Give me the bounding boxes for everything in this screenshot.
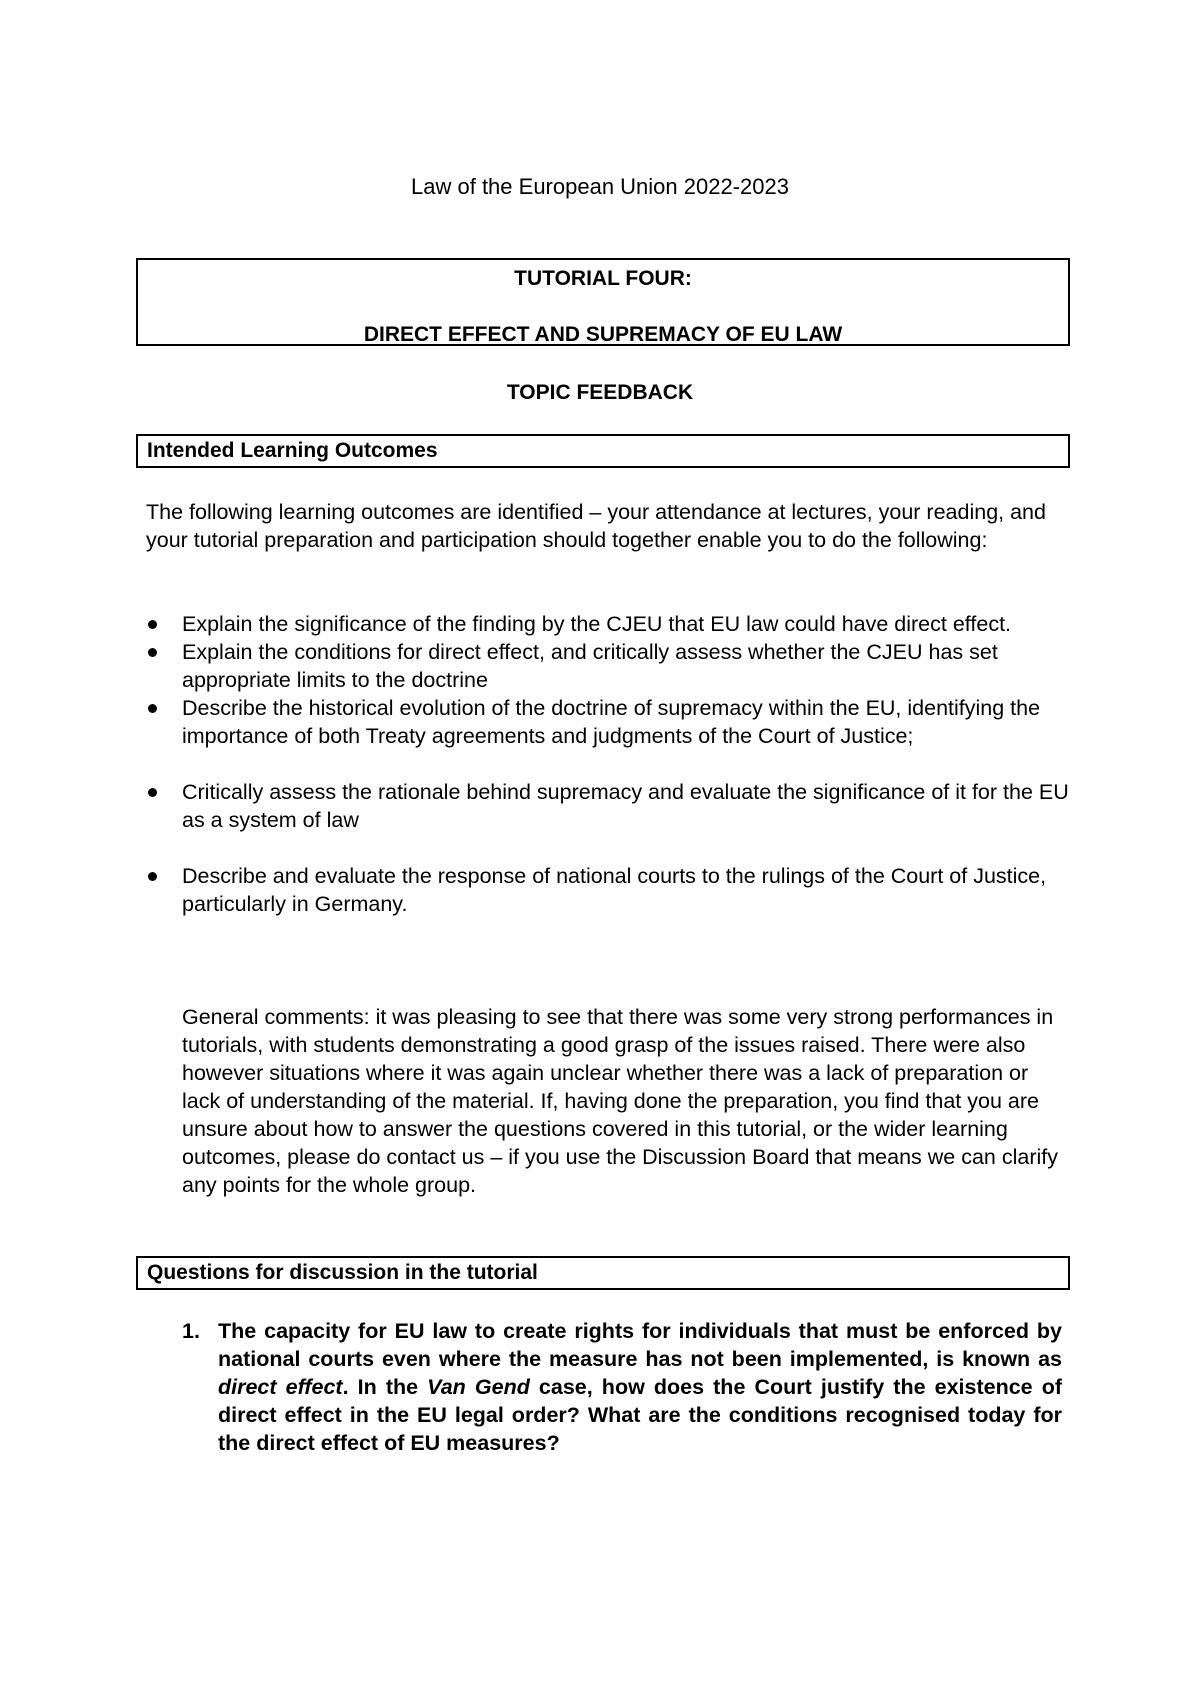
topic-feedback-heading: TOPIC FEEDBACK bbox=[506, 381, 694, 404]
tutorial-title-box bbox=[136, 258, 1070, 346]
list-item bbox=[146, 610, 1076, 638]
question-text bbox=[218, 1317, 1062, 1457]
question-term-italic: direct effect bbox=[218, 1375, 343, 1399]
question-number: 1. bbox=[182, 1319, 200, 1343]
bullet-icon bbox=[148, 648, 157, 657]
bullet-icon bbox=[148, 704, 157, 713]
list-item bbox=[146, 638, 1076, 694]
outcome-text: Describe and evaluate the response of national courts to the rulings of the Court of Justice, particularly in Germany. bbox=[182, 864, 1047, 916]
outcome-text: Critically assess the rationale behind supremacy and evaluate the significance of it for the EU as a system of law bbox=[182, 780, 1069, 832]
list-item bbox=[146, 778, 1076, 834]
tutorial-topic: DIRECT EFFECT AND SUPREMACY OF EU LAW bbox=[363, 323, 843, 346]
question-case-name-italic: Van Gend bbox=[427, 1375, 530, 1399]
course-title: Law of the European Union 2022-2023 bbox=[411, 174, 789, 199]
outcome-text: Explain the significance of the finding by the CJEU that EU law could have direct effect. bbox=[182, 612, 1012, 636]
bullet-icon bbox=[148, 620, 157, 629]
list-item bbox=[146, 694, 1076, 750]
bullet-icon bbox=[148, 872, 157, 881]
learning-outcomes-intro: The following learning outcomes are identified – your attendance at lectures, your reading, and your tutorial preparation and participation should together enable you to do the following: bbox=[146, 500, 1046, 552]
question-text-part: . In the bbox=[342, 1375, 428, 1399]
bullet-icon bbox=[148, 788, 157, 797]
question-text-part: The capacity for EU law to create rights for individuals that must be enforced by national courts even where the measure has not been implemented, is known as bbox=[218, 1319, 1062, 1371]
question-text-part: case, how does the Court justify the existence of direct effect in the EU legal order? What are the conditions recognised today for the direct effect of EU measures? bbox=[218, 1375, 1062, 1455]
question-item bbox=[182, 1317, 1062, 1457]
outcome-text: Explain the conditions for direct effect, and critically assess whether the CJEU has set appropriate limits to the doctrine bbox=[182, 640, 998, 692]
questions-heading: Questions for discussion in the tutorial bbox=[136, 1256, 1070, 1290]
outcome-text: Describe the historical evolution of the doctrine of supremacy within the EU, identifying the importance of both Treaty agreements and judgments of the Court of Justice; bbox=[182, 696, 1041, 748]
tutorial-label: TUTORIAL FOUR: bbox=[514, 267, 692, 290]
learning-outcomes-heading: Intended Learning Outcomes bbox=[136, 434, 1070, 468]
general-comments: General comments: it was pleasing to see that there was some very strong performances in tutorials, with students demonstrating a good grasp of the issues raised. There were also however situations where it was again unclear whether there was a lack of preparation or lack of understanding of the material. If, having done the preparation, you find that you are unsure about how to answer the questions covered in this tutorial, or the wider learning outcomes, please do contact us – if you use the Discussion Board that means we can clarify any points for the whole group. bbox=[182, 1005, 1058, 1197]
list-item bbox=[146, 862, 1076, 918]
learning-outcomes-list bbox=[146, 610, 1076, 918]
